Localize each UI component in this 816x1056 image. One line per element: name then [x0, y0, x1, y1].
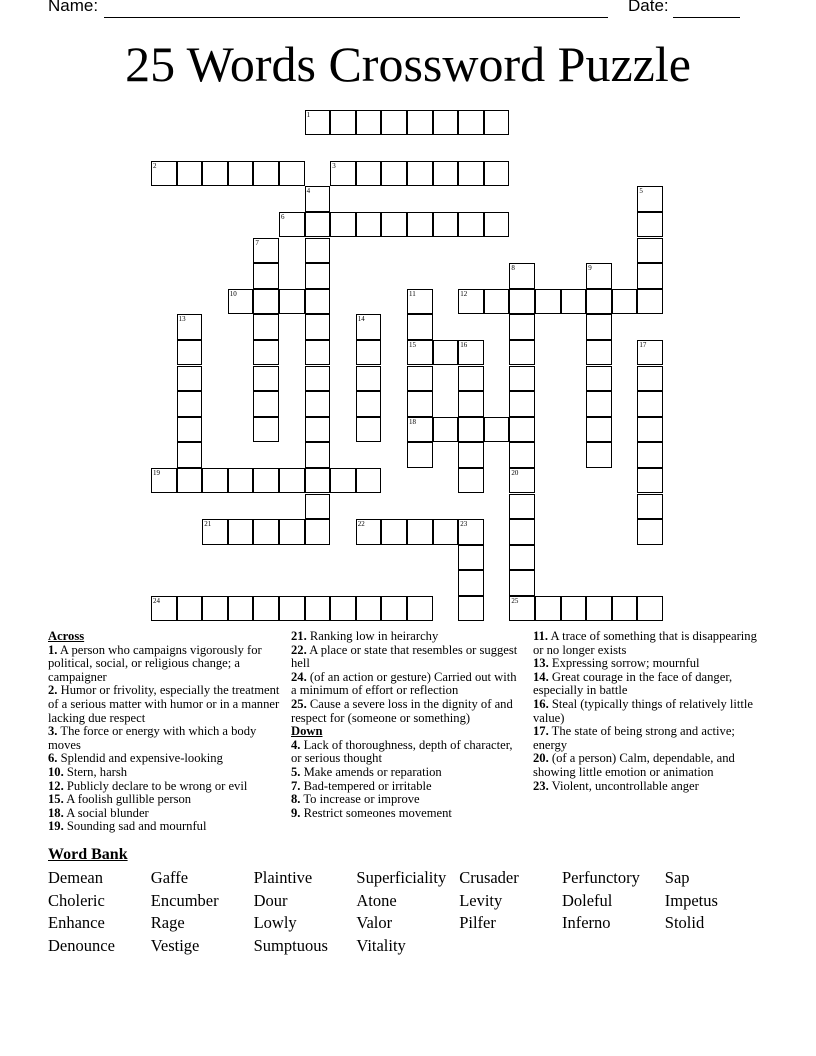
clue-number: 4	[306, 187, 311, 196]
grid-cell[interactable]	[484, 161, 510, 187]
grid-cell[interactable]	[305, 340, 331, 366]
grid-cell[interactable]	[637, 468, 663, 494]
clue-number: 9	[588, 264, 592, 273]
clue-item: 21. Ranking low in heirarchy	[291, 629, 439, 643]
clue-num: 23.	[533, 778, 549, 793]
word-bank-item: Doleful	[561, 890, 613, 910]
grid-cell[interactable]	[407, 289, 433, 315]
grid-cell[interactable]	[509, 417, 535, 443]
grid-cell[interactable]	[637, 212, 663, 238]
clue-item: 1. A person who campaigns vigorously for political, social, or religious change; a campaigner	[48, 642, 262, 684]
grid-cell[interactable]	[407, 519, 433, 545]
grid-cell[interactable]	[458, 570, 484, 596]
grid-cell[interactable]	[509, 570, 535, 596]
clue-item: 24. (of an action or gesture) Carried out with a minimum of effort or reflection	[291, 669, 517, 698]
grid-cell[interactable]	[151, 596, 177, 622]
grid-cell[interactable]	[586, 417, 612, 443]
word-bank-item: Valor	[356, 913, 393, 933]
clue-number: 15	[409, 340, 416, 349]
grid-cell[interactable]	[279, 468, 305, 494]
grid-cell[interactable]	[356, 417, 382, 443]
grid-cell[interactable]	[279, 289, 305, 315]
clue-num: 22.	[291, 642, 307, 657]
clue-number: 3	[332, 161, 336, 170]
grid-cell[interactable]	[330, 468, 356, 494]
word-bank-item: Levity	[459, 890, 503, 910]
grid-cell[interactable]	[612, 596, 638, 622]
clue-item: 17. The state of being strong and active; energy	[533, 724, 735, 752]
grid-cell[interactable]	[253, 417, 279, 443]
grid-cell[interactable]	[637, 186, 663, 212]
clue-num: 20.	[533, 751, 549, 766]
grid-cell[interactable]	[305, 442, 331, 468]
page-title: 25 Words Crossword Puzzle	[125, 36, 691, 92]
grid-cell[interactable]	[305, 238, 331, 264]
clue-num: 19.	[48, 819, 64, 834]
grid-cell[interactable]	[433, 161, 459, 187]
clue-number: 25	[511, 596, 519, 605]
clue-number: 21	[204, 520, 212, 529]
clue-item: 2. Humor or frivolity, especially the treatment of a serious matter with humor or in a manner lacking due respect	[48, 683, 280, 725]
grid-cell[interactable]	[535, 289, 561, 315]
clue-number: 1	[306, 110, 311, 119]
grid-cell[interactable]	[433, 340, 459, 366]
grid-cell[interactable]	[305, 263, 331, 289]
grid-cell[interactable]	[253, 468, 279, 494]
clue-item: 6. Splendid and expensive-looking	[48, 751, 223, 766]
clue-num: 5.	[291, 764, 301, 779]
grid-cell[interactable]	[202, 596, 228, 622]
grid-cell[interactable]	[637, 289, 663, 315]
clue-item: 15. A foolish gullible person	[48, 792, 192, 807]
grid-cell[interactable]	[253, 161, 279, 187]
grid-cell[interactable]	[586, 391, 612, 417]
grid-cell[interactable]	[356, 212, 382, 238]
clue-number: 20	[511, 468, 519, 477]
grid-cell[interactable]	[305, 289, 331, 315]
word-bank-item: Choleric	[48, 890, 105, 910]
clue-num: 4.	[291, 737, 301, 752]
clue-num: 14.	[533, 669, 549, 684]
grid-cell[interactable]	[586, 366, 612, 392]
grid-cell[interactable]	[228, 596, 254, 622]
grid-cell[interactable]	[407, 417, 433, 443]
grid-cell[interactable]	[253, 314, 279, 340]
clue-num: 16.	[533, 696, 549, 711]
grid-cell[interactable]	[407, 212, 433, 238]
grid-cell[interactable]	[561, 289, 587, 315]
word-bank-item: Perfunctory	[561, 868, 640, 887]
grid-cell[interactable]	[458, 340, 484, 366]
clue-item: 3. The force or energy with which a body moves	[48, 724, 257, 752]
grid-cell[interactable]	[586, 289, 612, 315]
grid-cell[interactable]	[484, 417, 510, 443]
clue-number: 6	[281, 212, 285, 221]
clue-item: 7. Bad-tempered or irritable	[291, 778, 432, 793]
grid-cell[interactable]	[509, 596, 535, 622]
clue-item: 12. Publicly declare to be wrong or evil	[48, 778, 248, 793]
clue-number: 19	[153, 468, 160, 477]
clue-item: 23. Violent, uncontrollable anger	[533, 778, 699, 793]
clue-item: 4. Lack of thoroughness, depth of character, or serious thought	[291, 737, 513, 766]
clue-num: 25.	[291, 696, 307, 711]
clue-number: 16	[460, 340, 468, 349]
grid-cell[interactable]	[177, 442, 203, 468]
clue-num: 24.	[291, 669, 307, 684]
grid-cell[interactable]	[458, 391, 484, 417]
clue-num: 17.	[533, 724, 549, 739]
grid-cell[interactable]	[407, 161, 433, 187]
clue-item: 5. Make amends or reparation	[291, 764, 442, 779]
clue-number: 23	[460, 520, 468, 529]
grid-cell[interactable]	[253, 238, 279, 264]
grid-cell[interactable]	[177, 596, 203, 622]
grid-cell[interactable]	[253, 366, 279, 392]
clue-num: 13.	[533, 656, 549, 671]
grid-cell[interactable]	[151, 468, 177, 494]
grid-cell[interactable]	[637, 391, 663, 417]
word-bank-item: Vestige	[150, 935, 200, 955]
grid-cell[interactable]	[330, 110, 356, 136]
grid-cell[interactable]	[407, 110, 433, 136]
clues-column-1	[48, 630, 282, 834]
clue-number: 12	[460, 289, 468, 298]
word-bank-title: Word Bank	[48, 846, 128, 863]
clue-item: 20. (of a person) Calm, dependable, and showing little emotion or animation	[533, 751, 735, 779]
grid-cell[interactable]	[612, 289, 638, 315]
clue-number: 18	[409, 417, 416, 426]
clue-num: 2.	[48, 683, 58, 698]
grid-cell[interactable]	[305, 314, 331, 340]
grid-cell[interactable]	[637, 442, 663, 468]
grid-cell[interactable]	[509, 519, 535, 545]
grid-cell[interactable]	[279, 161, 305, 187]
grid-cell[interactable]	[509, 468, 535, 494]
grid-cell[interactable]	[356, 314, 382, 340]
grid-cell[interactable]	[509, 442, 535, 468]
word-bank-item: Denounce	[48, 935, 115, 955]
clue-item: 22. A place or state that resembles or suggest hell	[291, 642, 518, 671]
grid-cell[interactable]	[202, 161, 228, 187]
grid-cell[interactable]	[561, 596, 587, 622]
grid-cell[interactable]	[509, 263, 535, 289]
grid-cell[interactable]	[509, 314, 535, 340]
grid-cell[interactable]	[381, 212, 407, 238]
grid-cell[interactable]	[637, 263, 663, 289]
clue-number: 22	[357, 520, 365, 529]
word-bank-item: Demean	[48, 868, 103, 887]
clue-number: 7	[255, 238, 259, 247]
grid-cell[interactable]	[458, 366, 484, 392]
grid-cell[interactable]	[177, 314, 203, 340]
clue-num: 21.	[291, 629, 307, 643]
clue-num: 6.	[48, 751, 58, 766]
clue-num: 1.	[48, 642, 58, 657]
clue-number: 10	[229, 289, 237, 298]
grid-cell[interactable]	[228, 468, 254, 494]
clues-column-3	[533, 630, 769, 793]
grid-cell[interactable]	[407, 442, 433, 468]
word-bank-item: Pilfer	[459, 913, 496, 933]
grid-cell[interactable]	[305, 494, 331, 520]
grid-cell[interactable]	[356, 340, 382, 366]
grid-cell[interactable]	[356, 161, 382, 187]
grid-cell[interactable]	[356, 468, 382, 494]
grid-cell[interactable]	[356, 110, 382, 136]
grid-cell[interactable]	[177, 468, 203, 494]
clue-num: 12.	[48, 778, 64, 793]
grid-cell[interactable]	[458, 110, 484, 136]
across-heading: Across	[48, 629, 85, 643]
clue-item: 19. Sounding sad and mournful	[48, 819, 207, 834]
grid-cell[interactable]	[253, 340, 279, 366]
word-bank-item: Gaffe	[150, 868, 189, 887]
clue-number: 11	[409, 289, 416, 298]
grid-cell[interactable]	[637, 238, 663, 264]
clue-item: 13. Expressing sorrow; mournful	[533, 656, 700, 671]
word-bank-item: Atone	[356, 890, 397, 910]
clue-item: 9. Restrict someones movement	[291, 805, 452, 820]
clue-number: 24	[153, 596, 160, 605]
word-bank-item: Plaintive	[253, 868, 313, 887]
grid-cell[interactable]	[356, 366, 382, 392]
grid-cell[interactable]	[177, 161, 203, 187]
grid-cell[interactable]	[202, 519, 228, 545]
clue-num: 3.	[48, 724, 58, 739]
clue-num: 9.	[291, 805, 301, 820]
word-bank-item: Enhance	[48, 913, 105, 933]
grid-cell[interactable]	[407, 391, 433, 417]
grid-cell[interactable]	[458, 596, 484, 622]
grid-cell[interactable]	[228, 161, 254, 187]
grid-cell[interactable]	[509, 545, 535, 571]
grid-cell[interactable]	[305, 519, 331, 545]
word-bank-item: Encumber	[150, 890, 219, 910]
clue-item: 8. To increase or improve	[291, 792, 420, 807]
word-bank-item: Sumptuous	[253, 935, 328, 955]
clues-column-2	[291, 630, 521, 820]
word-bank-item: Vitality	[356, 935, 406, 955]
clue-item: 16. Steal (typically things of relatively little value)	[533, 696, 753, 725]
clue-number: 14	[357, 315, 365, 324]
grid-cell[interactable]	[458, 417, 484, 443]
word-bank-item: Crusader	[459, 868, 519, 887]
clue-num: 7.	[291, 778, 301, 793]
word-bank-item: Dour	[253, 890, 288, 910]
grid-cell[interactable]	[305, 212, 331, 238]
grid-cell[interactable]	[228, 519, 254, 545]
grid-cell[interactable]	[253, 289, 279, 315]
grid-cell[interactable]	[458, 212, 484, 238]
grid-cell[interactable]	[637, 519, 663, 545]
grid-cell[interactable]	[253, 263, 279, 289]
grid-cell[interactable]	[151, 161, 177, 187]
grid-cell[interactable]	[586, 340, 612, 366]
grid-cell[interactable]	[407, 366, 433, 392]
grid-cell[interactable]	[407, 314, 433, 340]
word-bank-item: Rage	[150, 913, 185, 933]
grid-cell[interactable]	[586, 263, 612, 289]
date-label: Date:	[628, 0, 669, 15]
grid-cell[interactable]	[279, 519, 305, 545]
grid-cell[interactable]	[330, 161, 356, 187]
grid-cell[interactable]	[637, 366, 663, 392]
name-label: Name:	[48, 0, 99, 15]
word-bank-item: Sap	[664, 868, 690, 887]
grid-cell[interactable]	[509, 289, 535, 315]
clue-num: 11.	[533, 629, 549, 643]
grid-cell[interactable]	[458, 545, 484, 571]
clue-number: 17	[639, 340, 647, 349]
grid-cell[interactable]	[458, 442, 484, 468]
grid-cell[interactable]	[458, 519, 484, 545]
grid-cell[interactable]	[407, 596, 433, 622]
grid-cell[interactable]	[433, 519, 459, 545]
grid-cell[interactable]	[484, 212, 510, 238]
grid-cell[interactable]	[433, 110, 459, 136]
grid-cell[interactable]	[586, 442, 612, 468]
word-bank-item: Inferno	[561, 913, 611, 933]
down-heading: Down	[291, 724, 323, 739]
grid-cell[interactable]	[458, 161, 484, 187]
grid-cell[interactable]	[637, 494, 663, 520]
grid-cell[interactable]	[356, 519, 382, 545]
grid-cell[interactable]	[305, 417, 331, 443]
clue-number: 5	[639, 187, 643, 196]
grid-cell[interactable]	[433, 417, 459, 443]
grid-cell[interactable]	[535, 596, 561, 622]
clue-num: 8.	[291, 792, 301, 807]
grid-cell[interactable]	[330, 212, 356, 238]
grid-cell[interactable]	[177, 340, 203, 366]
grid-cell[interactable]	[330, 596, 356, 622]
clue-num: 15.	[48, 792, 64, 807]
grid-cell[interactable]	[305, 596, 331, 622]
grid-cell[interactable]	[509, 366, 535, 392]
grid-cell[interactable]	[381, 110, 407, 136]
grid-cell[interactable]	[586, 596, 612, 622]
grid-cell[interactable]	[305, 391, 331, 417]
grid-cell[interactable]	[586, 314, 612, 340]
clue-num: 10.	[48, 764, 64, 779]
grid-cell[interactable]	[637, 340, 663, 366]
grid-cell[interactable]	[228, 289, 254, 315]
grid-cell[interactable]	[458, 468, 484, 494]
grid-cell[interactable]	[484, 110, 510, 136]
grid-cell[interactable]	[509, 340, 535, 366]
clue-number: 2	[153, 161, 157, 170]
grid-cell[interactable]	[305, 186, 331, 212]
grid-cell[interactable]	[305, 366, 331, 392]
grid-cell[interactable]	[356, 391, 382, 417]
grid-cell[interactable]	[381, 519, 407, 545]
grid-cell[interactable]	[279, 596, 305, 622]
grid-cell[interactable]	[305, 110, 331, 136]
grid-cell[interactable]	[279, 212, 305, 238]
grid-cell[interactable]	[509, 391, 535, 417]
grid-cell[interactable]	[253, 519, 279, 545]
grid-cell[interactable]	[381, 161, 407, 187]
clue-num: 18.	[48, 805, 64, 820]
clue-item: 11. A trace of something that is disappearing or no longer exists	[533, 629, 757, 657]
clue-number: 13	[178, 315, 186, 324]
grid-cell[interactable]	[484, 289, 510, 315]
word-bank-item: Stolid	[664, 913, 705, 933]
word-bank	[48, 867, 768, 957]
grid-cell[interactable]	[305, 468, 331, 494]
word-bank-item: Lowly	[253, 913, 297, 933]
grid-cell[interactable]	[253, 596, 279, 622]
word-bank-item: Superficiality	[356, 868, 447, 887]
word-bank-item: Impetus	[664, 890, 718, 910]
grid-cell[interactable]	[177, 417, 203, 443]
grid-cell[interactable]	[177, 391, 203, 417]
grid-cell[interactable]	[637, 417, 663, 443]
grid-cell[interactable]	[177, 366, 203, 392]
clue-item: 14. Great courage in the face of danger, especially in battle	[533, 669, 733, 698]
grid-cell[interactable]	[202, 468, 228, 494]
grid-cell[interactable]	[458, 289, 484, 315]
clue-item: 18. A social blunder	[48, 805, 149, 820]
clue-item: 10. Stern, harsh	[48, 764, 128, 779]
grid-cell[interactable]	[253, 391, 279, 417]
clue-number: 8	[511, 264, 515, 273]
clue-item: 25. Cause a severe loss in the dignity of and respect for (someone or something)	[291, 696, 513, 725]
grid-cell[interactable]	[637, 596, 663, 622]
grid-cell[interactable]	[407, 340, 433, 366]
grid-cell[interactable]	[381, 596, 407, 622]
grid-cell[interactable]	[433, 212, 459, 238]
grid-cell[interactable]	[509, 494, 535, 520]
grid-cell[interactable]	[356, 596, 382, 622]
